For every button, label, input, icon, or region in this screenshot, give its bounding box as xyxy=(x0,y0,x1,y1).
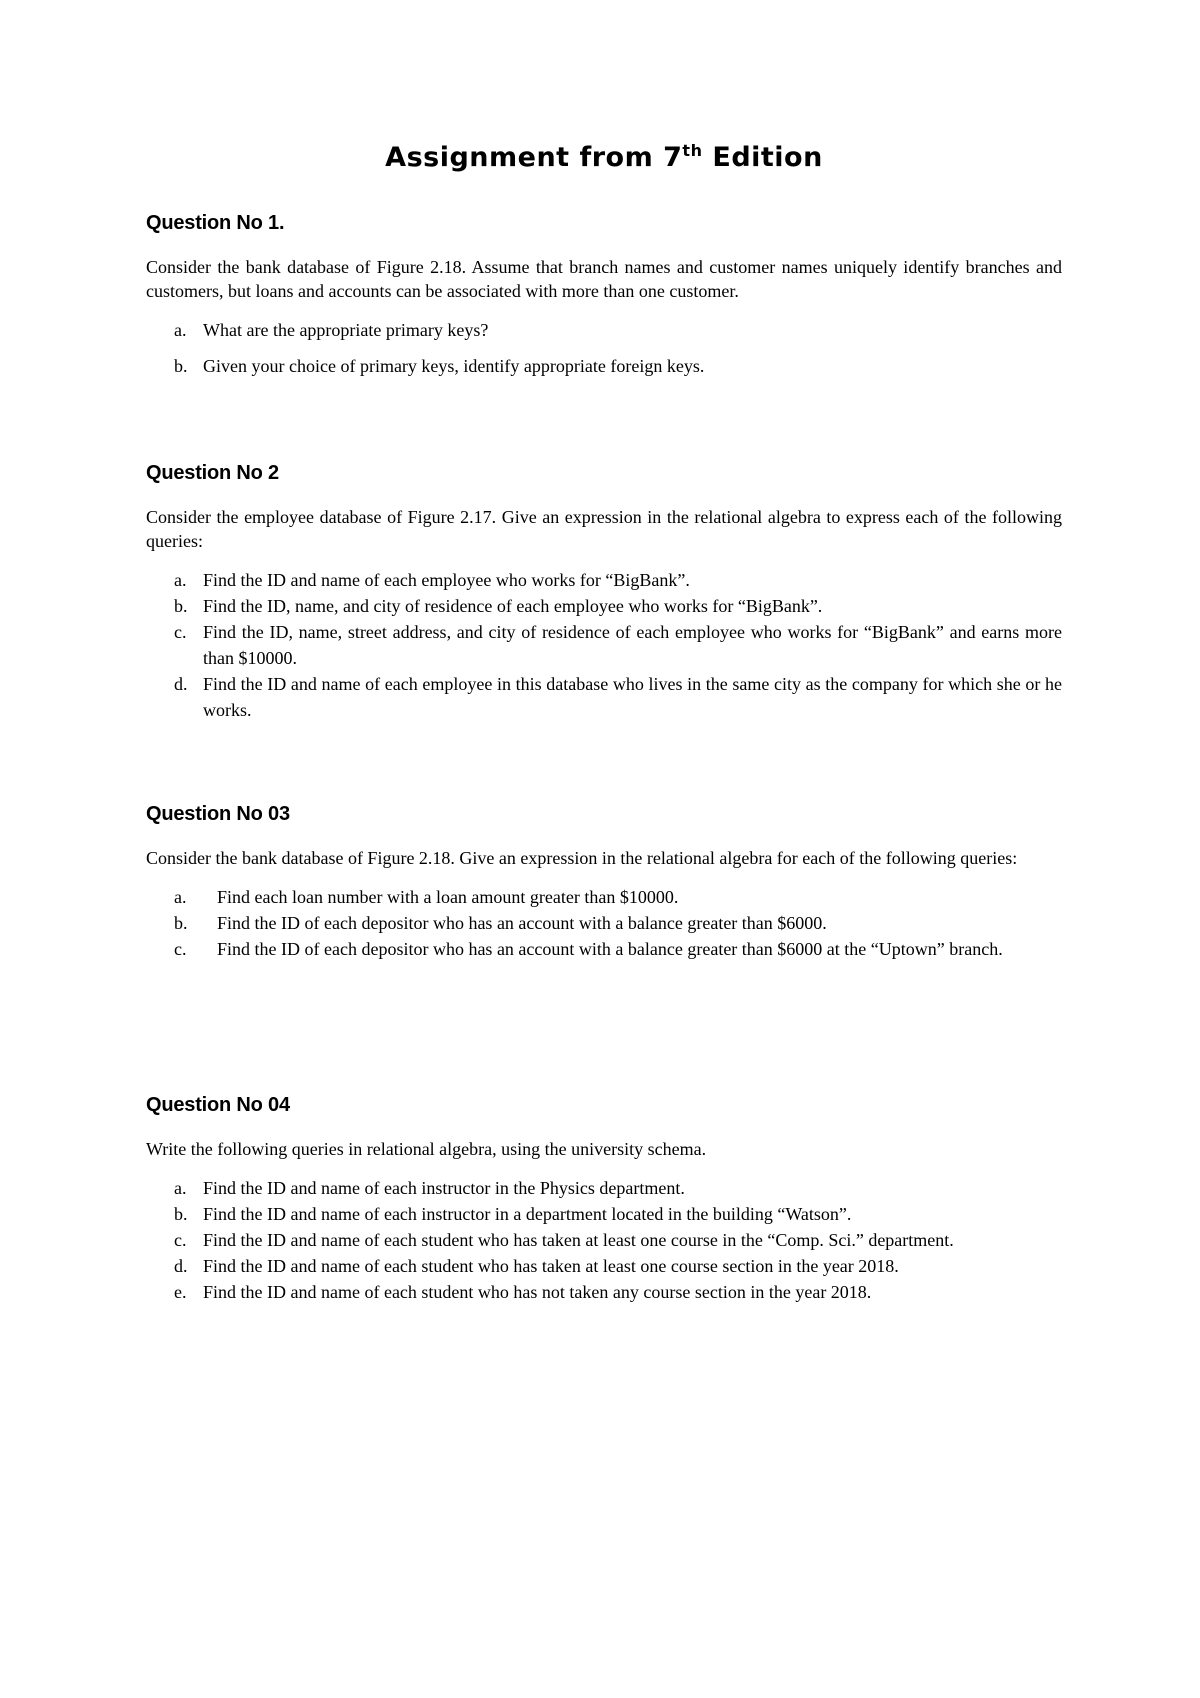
title-tail: Edition xyxy=(702,142,823,173)
list-item xyxy=(146,1279,1062,1305)
list-item-text: Find the ID and name of each instructor in the Physics department. xyxy=(203,1178,685,1198)
list-item-text: Find the ID and name of each student who has taken at least one course in the “Comp. Sci.” department. xyxy=(203,1230,954,1250)
question-1 xyxy=(146,212,1062,389)
question-3-heading: Question No 03 xyxy=(146,803,290,825)
question-3 xyxy=(146,803,1062,962)
question-2-intro: Consider the employee database of Figure 2.17. Give an expression in the relational algebra to express each of the following queries: xyxy=(146,507,1062,551)
list-item-text: Find the ID and name of each instructor in a department located in the building “Watson”. xyxy=(203,1204,852,1224)
question-2 xyxy=(146,462,1062,723)
question-3-intro: Consider the bank database of Figure 2.18. Give an expression in the relational algebra for each of the following queries: xyxy=(146,848,1018,868)
list-item xyxy=(146,1175,1062,1201)
list-marker: b. xyxy=(174,596,188,616)
question-1-intro: Consider the bank database of Figure 2.18. Assume that branch names and customer names uniquely identify branches and customers, but loans and accounts can be associated with more than one customer. xyxy=(146,257,1062,301)
list-item xyxy=(146,619,1062,671)
list-item-text: Find the ID of each depositor who has an account with a balance greater than $6000. xyxy=(217,913,827,933)
list-marker: a. xyxy=(174,1178,187,1198)
list-marker: c. xyxy=(174,1230,187,1250)
list-item-text: Find the ID and name of each student who has not taken any course section in the year 2018. xyxy=(203,1282,872,1302)
question-2-heading: Question No 2 xyxy=(146,462,279,484)
question-4-heading: Question No 04 xyxy=(146,1094,290,1116)
question-4-list xyxy=(146,1175,1062,1305)
list-item-text: Given your choice of primary keys, identify appropriate foreign keys. xyxy=(203,356,705,376)
title-superscript: th xyxy=(682,141,703,160)
list-item-text: Find each loan number with a loan amount greater than $10000. xyxy=(217,887,679,907)
list-marker: a. xyxy=(174,320,187,340)
list-item-text: What are the appropriate primary keys? xyxy=(203,320,489,340)
list-item xyxy=(146,317,1062,343)
list-marker: e. xyxy=(174,1282,187,1302)
question-1-list xyxy=(146,317,1062,379)
list-item xyxy=(146,1227,1062,1253)
list-marker: a. xyxy=(174,887,187,907)
list-marker: b. xyxy=(174,1204,188,1224)
list-marker: b. xyxy=(174,913,188,933)
question-1-heading: Question No 1. xyxy=(146,212,285,234)
question-4-intro: Write the following queries in relational algebra, using the university schema. xyxy=(146,1139,707,1159)
list-item xyxy=(146,671,1062,723)
list-item xyxy=(146,1201,1062,1227)
list-marker: d. xyxy=(174,674,188,694)
list-item xyxy=(146,910,1062,936)
list-marker: c. xyxy=(174,622,187,642)
list-item xyxy=(146,567,1062,593)
question-3-list xyxy=(146,884,1062,962)
list-item xyxy=(146,593,1062,619)
list-item xyxy=(146,884,1062,910)
list-marker: b. xyxy=(174,356,188,376)
list-item-text: Find the ID and name of each employee in this database who lives in the same city as the company for which she or he works. xyxy=(203,674,1062,720)
question-2-list xyxy=(146,567,1062,723)
list-marker: d. xyxy=(174,1256,188,1276)
list-item xyxy=(146,936,1062,962)
list-item-text: Find the ID, name, and city of residence of each employee who works for “BigBank”. xyxy=(203,596,823,616)
list-marker: c. xyxy=(174,939,187,959)
list-item xyxy=(146,1253,1062,1279)
list-item-text: Find the ID of each depositor who has an account with a balance greater than $6000 at the “Uptown” branch. xyxy=(217,939,1003,959)
list-marker: a. xyxy=(174,570,187,590)
list-item-text: Find the ID and name of each student who has taken at least one course section in the year 2018. xyxy=(203,1256,899,1276)
title-main: Assignment from 7 xyxy=(385,142,683,173)
list-item xyxy=(146,353,1062,379)
question-4 xyxy=(146,1094,1062,1305)
list-item-text: Find the ID, name, street address, and city of residence of each employee who works for “BigBank” and earns more than $10000. xyxy=(203,622,1062,668)
page-title xyxy=(146,142,1062,173)
list-item-text: Find the ID and name of each employee who works for “BigBank”. xyxy=(203,570,690,590)
